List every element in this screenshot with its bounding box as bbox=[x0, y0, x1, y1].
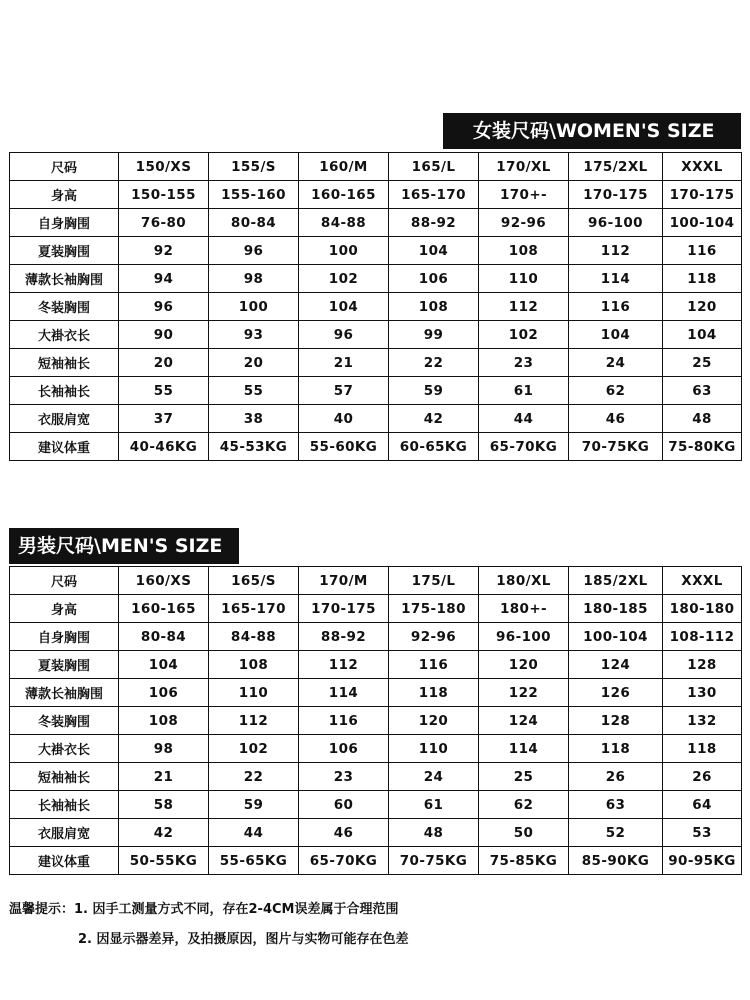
table-cell: 126 bbox=[569, 679, 663, 707]
table-row bbox=[10, 623, 742, 651]
table-cell: 63 bbox=[569, 791, 663, 819]
row-label: 短袖袖长 bbox=[10, 763, 119, 791]
table-cell: 21 bbox=[299, 349, 389, 377]
table-cell: 118 bbox=[663, 735, 742, 763]
table-cell: 110 bbox=[209, 679, 299, 707]
table-cell: 20 bbox=[119, 349, 209, 377]
size-column-header: 160/XS bbox=[119, 567, 209, 595]
size-column-header: 150/XS bbox=[119, 153, 209, 181]
row-label: 大褂衣长 bbox=[10, 735, 119, 763]
notice-line-2: 2. 因显示器差异，及拍摄原因，图片与实物可能存在色差 bbox=[78, 932, 409, 947]
table-cell: 118 bbox=[663, 265, 742, 293]
table-row bbox=[10, 265, 742, 293]
header-row bbox=[10, 567, 742, 595]
table-cell: 45-53KG bbox=[209, 433, 299, 461]
table-cell: 98 bbox=[119, 735, 209, 763]
table-cell: 22 bbox=[209, 763, 299, 791]
table-row bbox=[10, 595, 742, 623]
table-cell: 170-175 bbox=[663, 181, 742, 209]
table-cell: 112 bbox=[209, 707, 299, 735]
size-column-header: 155/S bbox=[209, 153, 299, 181]
table-cell: 116 bbox=[569, 293, 663, 321]
table-cell: 90-95KG bbox=[663, 847, 742, 875]
table-cell: 116 bbox=[663, 237, 742, 265]
table-cell: 118 bbox=[569, 735, 663, 763]
row-label: 薄款长袖胸围 bbox=[10, 679, 119, 707]
table-cell: 108 bbox=[389, 293, 479, 321]
table-cell: 92-96 bbox=[479, 209, 569, 237]
table-cell: 57 bbox=[299, 377, 389, 405]
row-label: 建议体重 bbox=[10, 433, 119, 461]
table-cell: 50 bbox=[479, 819, 569, 847]
table-cell: 112 bbox=[479, 293, 569, 321]
row-label: 长袖袖长 bbox=[10, 791, 119, 819]
table-cell: 120 bbox=[479, 651, 569, 679]
row-label: 夏装胸围 bbox=[10, 237, 119, 265]
size-column-header: XXXL bbox=[663, 567, 742, 595]
table-cell: 170+- bbox=[479, 181, 569, 209]
table-cell: 25 bbox=[479, 763, 569, 791]
table-cell: 44 bbox=[209, 819, 299, 847]
table-cell: 63 bbox=[663, 377, 742, 405]
row-label: 长袖袖长 bbox=[10, 377, 119, 405]
table-cell: 58 bbox=[119, 791, 209, 819]
table-cell: 88-92 bbox=[389, 209, 479, 237]
table-cell: 23 bbox=[479, 349, 569, 377]
table-row bbox=[10, 679, 742, 707]
table-cell: 99 bbox=[389, 321, 479, 349]
table-cell: 42 bbox=[389, 405, 479, 433]
table-cell: 100-104 bbox=[663, 209, 742, 237]
table-cell: 108 bbox=[119, 707, 209, 735]
table-cell: 55 bbox=[209, 377, 299, 405]
size-column-header: 165/S bbox=[209, 567, 299, 595]
table-row bbox=[10, 763, 742, 791]
table-cell: 48 bbox=[663, 405, 742, 433]
table-cell: 85-90KG bbox=[569, 847, 663, 875]
size-column-header: 175/2XL bbox=[569, 153, 663, 181]
table-cell: 52 bbox=[569, 819, 663, 847]
table-cell: 48 bbox=[389, 819, 479, 847]
table-cell: 106 bbox=[389, 265, 479, 293]
row-label: 大褂衣长 bbox=[10, 321, 119, 349]
table-cell: 93 bbox=[209, 321, 299, 349]
row-label: 身高 bbox=[10, 595, 119, 623]
table-cell: 59 bbox=[389, 377, 479, 405]
table-cell: 170-175 bbox=[569, 181, 663, 209]
table-cell: 38 bbox=[209, 405, 299, 433]
row-label: 衣服肩宽 bbox=[10, 405, 119, 433]
table-cell: 61 bbox=[479, 377, 569, 405]
header-row bbox=[10, 153, 742, 181]
table-cell: 26 bbox=[663, 763, 742, 791]
row-label: 自身胸围 bbox=[10, 209, 119, 237]
table-cell: 122 bbox=[479, 679, 569, 707]
table-row bbox=[10, 433, 742, 461]
table-cell: 55 bbox=[119, 377, 209, 405]
table-cell: 118 bbox=[389, 679, 479, 707]
table-row bbox=[10, 321, 742, 349]
table-cell: 70-75KG bbox=[569, 433, 663, 461]
size-column-header: 185/2XL bbox=[569, 567, 663, 595]
table-cell: 170-175 bbox=[299, 595, 389, 623]
table-cell: 62 bbox=[479, 791, 569, 819]
row-label: 身高 bbox=[10, 181, 119, 209]
table-cell: 108 bbox=[479, 237, 569, 265]
table-row bbox=[10, 405, 742, 433]
table-cell: 80-84 bbox=[209, 209, 299, 237]
table-cell: 65-70KG bbox=[299, 847, 389, 875]
table-cell: 65-70KG bbox=[479, 433, 569, 461]
table-cell: 61 bbox=[389, 791, 479, 819]
table-cell: 120 bbox=[663, 293, 742, 321]
table-cell: 108-112 bbox=[663, 623, 742, 651]
table-cell: 180+- bbox=[479, 595, 569, 623]
size-column-header: 180/XL bbox=[479, 567, 569, 595]
row-label: 夏装胸围 bbox=[10, 651, 119, 679]
table-cell: 104 bbox=[389, 237, 479, 265]
table-cell: 108 bbox=[209, 651, 299, 679]
table-cell: 50-55KG bbox=[119, 847, 209, 875]
table-cell: 46 bbox=[299, 819, 389, 847]
table-cell: 165-170 bbox=[389, 181, 479, 209]
table-cell: 24 bbox=[389, 763, 479, 791]
table-cell: 98 bbox=[209, 265, 299, 293]
row-label: 自身胸围 bbox=[10, 623, 119, 651]
table-cell: 100 bbox=[299, 237, 389, 265]
table-cell: 128 bbox=[569, 707, 663, 735]
size-column-header: 170/M bbox=[299, 567, 389, 595]
table-row bbox=[10, 791, 742, 819]
table-cell: 124 bbox=[569, 651, 663, 679]
table-cell: 100 bbox=[209, 293, 299, 321]
table-cell: 92-96 bbox=[389, 623, 479, 651]
table-cell: 150-155 bbox=[119, 181, 209, 209]
table-cell: 112 bbox=[299, 651, 389, 679]
table-cell: 104 bbox=[299, 293, 389, 321]
table-cell: 110 bbox=[479, 265, 569, 293]
table-cell: 22 bbox=[389, 349, 479, 377]
table-row bbox=[10, 209, 742, 237]
table-cell: 128 bbox=[663, 651, 742, 679]
table-cell: 104 bbox=[569, 321, 663, 349]
table-cell: 104 bbox=[119, 651, 209, 679]
table-cell: 23 bbox=[299, 763, 389, 791]
size-column-header: 170/XL bbox=[479, 153, 569, 181]
table-cell: 96 bbox=[209, 237, 299, 265]
table-cell: 102 bbox=[209, 735, 299, 763]
table-row bbox=[10, 377, 742, 405]
row-label: 薄款长袖胸围 bbox=[10, 265, 119, 293]
table-cell: 62 bbox=[569, 377, 663, 405]
table-cell: 114 bbox=[569, 265, 663, 293]
row-label: 衣服肩宽 bbox=[10, 819, 119, 847]
table-cell: 102 bbox=[299, 265, 389, 293]
notice-line-1: 温馨提示：1. 因手工测量方式不同，存在2-4CM误差属于合理范围 bbox=[9, 902, 399, 917]
table-cell: 124 bbox=[479, 707, 569, 735]
table-cell: 24 bbox=[569, 349, 663, 377]
table-cell: 180-180 bbox=[663, 595, 742, 623]
table-cell: 106 bbox=[119, 679, 209, 707]
table-row bbox=[10, 847, 742, 875]
table-cell: 175-180 bbox=[389, 595, 479, 623]
table-cell: 70-75KG bbox=[389, 847, 479, 875]
table-row bbox=[10, 293, 742, 321]
table-cell: 20 bbox=[209, 349, 299, 377]
row-label: 建议体重 bbox=[10, 847, 119, 875]
table-cell: 130 bbox=[663, 679, 742, 707]
table-cell: 88-92 bbox=[299, 623, 389, 651]
table-cell: 40 bbox=[299, 405, 389, 433]
table-row bbox=[10, 707, 742, 735]
size-column-header: XXXL bbox=[663, 153, 742, 181]
table-cell: 102 bbox=[479, 321, 569, 349]
table-cell: 55-65KG bbox=[209, 847, 299, 875]
table-cell: 160-165 bbox=[299, 181, 389, 209]
table-cell: 84-88 bbox=[209, 623, 299, 651]
table-cell: 94 bbox=[119, 265, 209, 293]
size-column-header: 160/M bbox=[299, 153, 389, 181]
table-cell: 120 bbox=[389, 707, 479, 735]
table-cell: 90 bbox=[119, 321, 209, 349]
table-cell: 64 bbox=[663, 791, 742, 819]
table-cell: 42 bbox=[119, 819, 209, 847]
row-label: 冬装胸围 bbox=[10, 293, 119, 321]
table-cell: 132 bbox=[663, 707, 742, 735]
women-size-title: 女装尺码\WOMEN'S SIZE bbox=[443, 113, 741, 149]
table-cell: 106 bbox=[299, 735, 389, 763]
table-cell: 92 bbox=[119, 237, 209, 265]
table-row bbox=[10, 819, 742, 847]
table-cell: 46 bbox=[569, 405, 663, 433]
table-row bbox=[10, 651, 742, 679]
table-cell: 104 bbox=[663, 321, 742, 349]
table-cell: 53 bbox=[663, 819, 742, 847]
table-cell: 180-185 bbox=[569, 595, 663, 623]
table-cell: 96-100 bbox=[569, 209, 663, 237]
women-size-table bbox=[9, 152, 742, 461]
table-row bbox=[10, 349, 742, 377]
men-size-title: 男装尺码\MEN'S SIZE bbox=[9, 528, 239, 564]
table-cell: 60 bbox=[299, 791, 389, 819]
table-cell: 44 bbox=[479, 405, 569, 433]
table-cell: 37 bbox=[119, 405, 209, 433]
size-column-header: 165/L bbox=[389, 153, 479, 181]
table-cell: 60-65KG bbox=[389, 433, 479, 461]
table-cell: 25 bbox=[663, 349, 742, 377]
table-cell: 116 bbox=[299, 707, 389, 735]
table-cell: 160-165 bbox=[119, 595, 209, 623]
table-cell: 76-80 bbox=[119, 209, 209, 237]
table-cell: 116 bbox=[389, 651, 479, 679]
table-cell: 40-46KG bbox=[119, 433, 209, 461]
table-cell: 165-170 bbox=[209, 595, 299, 623]
table-cell: 100-104 bbox=[569, 623, 663, 651]
table-cell: 21 bbox=[119, 763, 209, 791]
size-column-header: 175/L bbox=[389, 567, 479, 595]
table-cell: 114 bbox=[479, 735, 569, 763]
table-cell: 75-80KG bbox=[663, 433, 742, 461]
table-cell: 96 bbox=[299, 321, 389, 349]
table-cell: 80-84 bbox=[119, 623, 209, 651]
table-cell: 110 bbox=[389, 735, 479, 763]
table-row bbox=[10, 237, 742, 265]
table-cell: 114 bbox=[299, 679, 389, 707]
table-cell: 155-160 bbox=[209, 181, 299, 209]
table-cell: 59 bbox=[209, 791, 299, 819]
table-cell: 112 bbox=[569, 237, 663, 265]
table-row bbox=[10, 181, 742, 209]
row-label: 冬装胸围 bbox=[10, 707, 119, 735]
table-cell: 96-100 bbox=[479, 623, 569, 651]
men-size-table bbox=[9, 566, 742, 875]
table-row bbox=[10, 735, 742, 763]
column-header-label: 尺码 bbox=[10, 567, 119, 595]
table-cell: 55-60KG bbox=[299, 433, 389, 461]
table-cell: 26 bbox=[569, 763, 663, 791]
table-cell: 84-88 bbox=[299, 209, 389, 237]
table-cell: 75-85KG bbox=[479, 847, 569, 875]
column-header-label: 尺码 bbox=[10, 153, 119, 181]
row-label: 短袖袖长 bbox=[10, 349, 119, 377]
table-cell: 96 bbox=[119, 293, 209, 321]
